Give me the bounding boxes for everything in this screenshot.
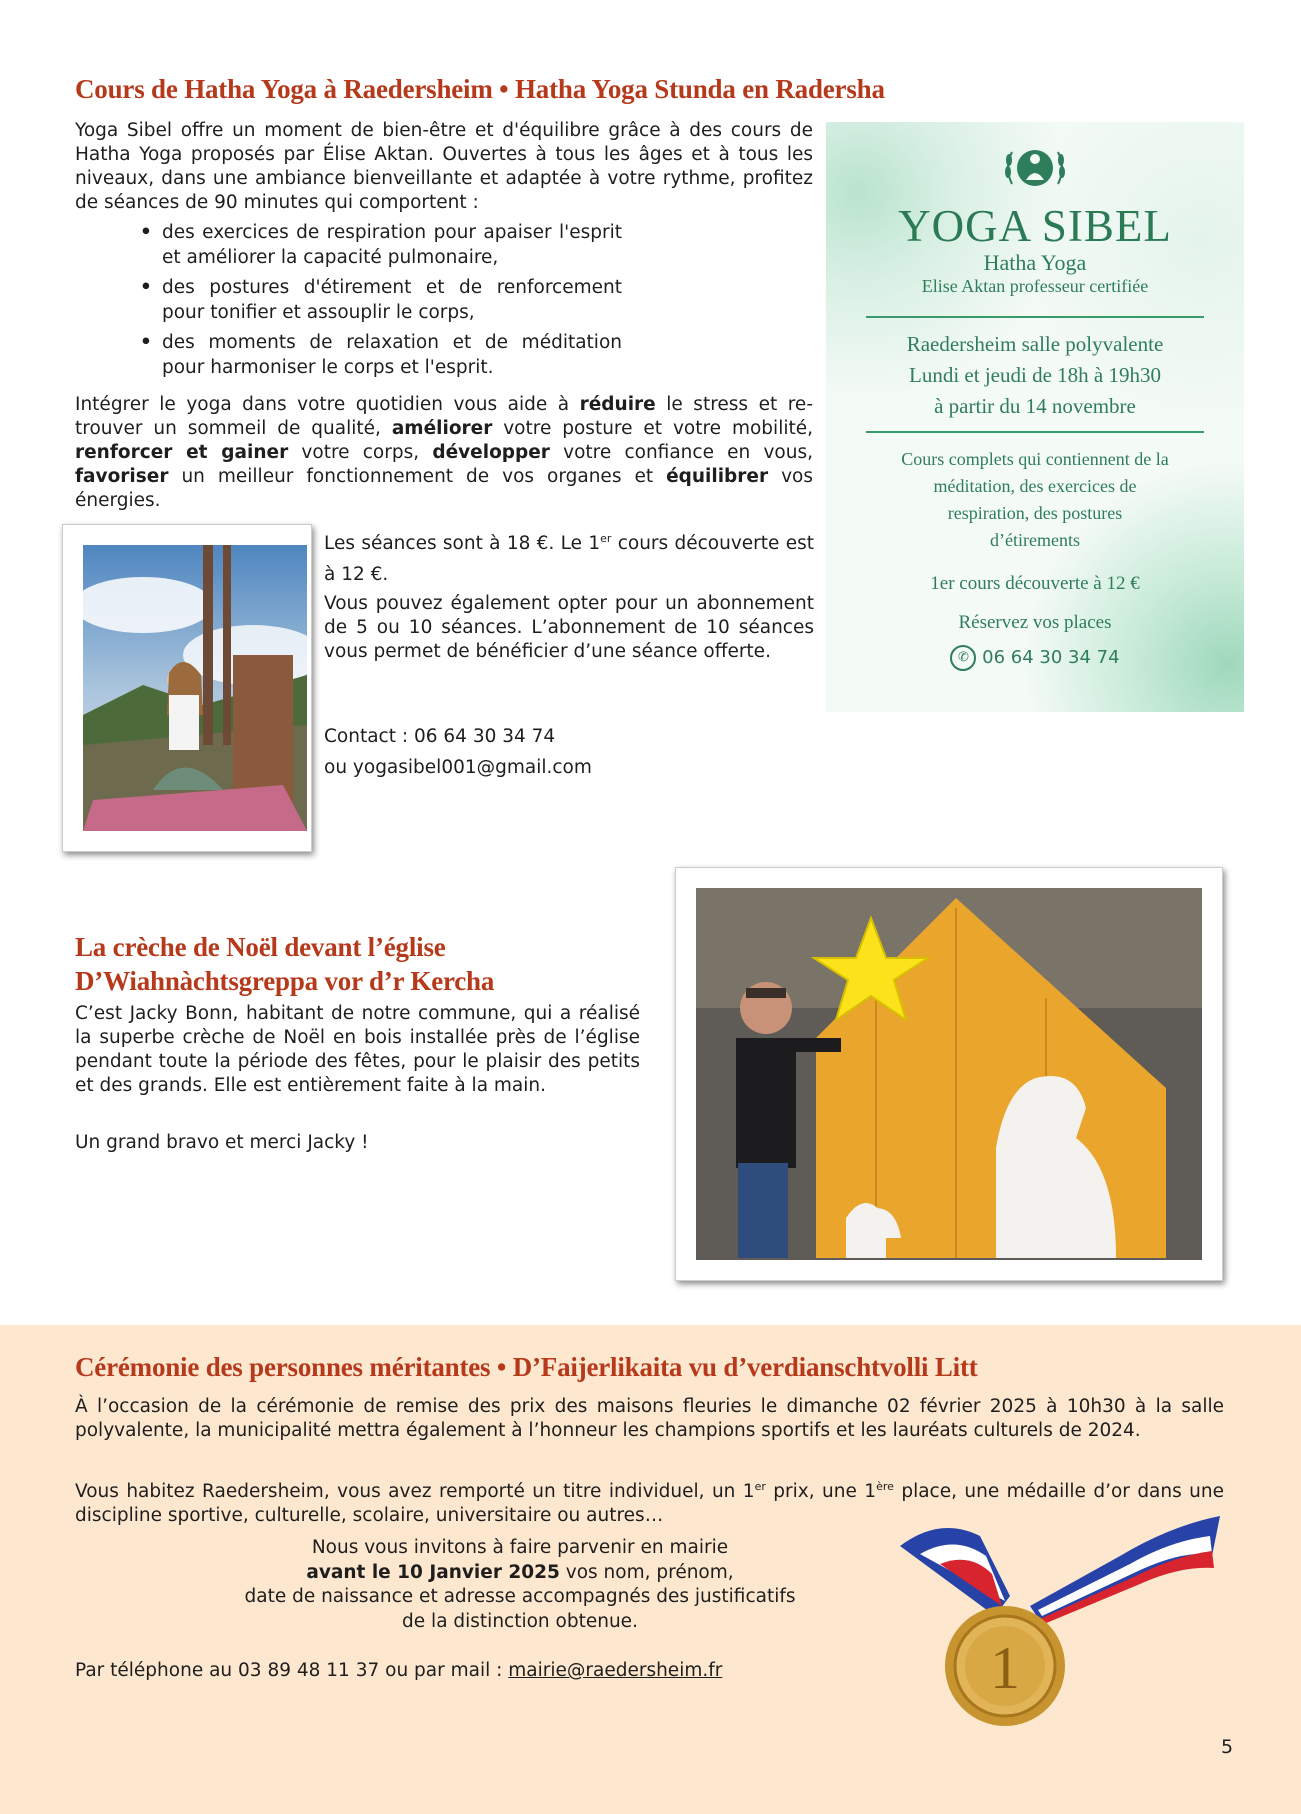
poster-place: Raedersheim salle polyvalente (906, 332, 1164, 356)
creche-photo (696, 888, 1202, 1260)
yoga-title: Cours de Hatha Yoga à Raedersheim • Hatha Yoga Stunda en Radersha (75, 74, 885, 104)
medal-icon (900, 1506, 1220, 1746)
ceremonie-line: avant le 10 Janvier 2025 vos nom, prénom, (306, 1561, 734, 1583)
yoga-logo-icon (1000, 138, 1070, 200)
creche-thanks: Un grand bravo et merci Jacky ! (75, 1132, 369, 1153)
yoga-bullet-list (140, 220, 622, 385)
mairie-email-link[interactable]: mairie@raedersheim.fr (508, 1660, 723, 1681)
poster-desc: méditation, des exercices de (933, 476, 1137, 496)
yoga-subscription: Vous pouvez également opter pour un abonnement de 5 ou 10 séances. L’abonnement de 10 séances vous permet de bénéficier d’une séance offerte. (324, 593, 814, 662)
phone-icon: ✆ (950, 645, 976, 671)
poster-phone: 06 64 30 34 74 (982, 647, 1120, 668)
ceremonie-paragraph-2: Vous habitez Raedersheim, vous avez remporté un titre individuel, un 1er prix, une 1ère place, une médaille d’or dans une discipline sportive, culturelle, scolaire, universitaire ou autres… (75, 1479, 1225, 1526)
yoga-sibel-poster (826, 122, 1244, 712)
ceremonie-contact: Par téléphone au 03 89 48 11 37 ou par mail : mairie@raedersheim.fr (75, 1660, 723, 1681)
ceremonie-line: Nous vous invitons à faire parvenir en mairie (311, 1537, 729, 1558)
yoga-contact-phone: Contact : 06 64 30 34 74 (324, 726, 556, 747)
list-item: • des moments de relaxation et de méditation pour harmoniser le corps et l'esprit. (140, 330, 622, 380)
list-item: • des postures d'étirement et de renforcement pour tonifier et assouplir le corps, (140, 275, 622, 325)
poster-desc: d’étirements (990, 530, 1080, 550)
creche-title: La crèche de Noël devant l’église D’Wiahnàchtsgreppa vor d’r Kercha (75, 932, 495, 996)
ceremonie-instructions (130, 1536, 910, 1634)
yoga-price: Les séances sont à 18 €. Le 1er cours découverte est à 12 €. (324, 531, 814, 585)
list-item: • des exercices de respiration pour apaiser l'esprit et améliorer la capacité pulmonaire, (140, 220, 622, 270)
ceremonie-line: de la distinction obtenue. (402, 1610, 638, 1632)
poster-brand: YOGA SIBEL (898, 201, 1172, 251)
poster-schedule: Lundi et jeudi de 18h à 19h30 (909, 363, 1161, 387)
poster-desc: respiration, des postures (947, 503, 1123, 523)
creche-photo-frame (675, 867, 1223, 1281)
poster-teacher: Elise Aktan professeur certifiée (921, 276, 1149, 296)
yoga-intro: Yoga Sibel offre un moment de bien-être et d'équilibre grâce à des cours de Hatha Yoga proposés par Élise Aktan. Ouvertes à tous les âges et à tous les niveaux, dans une ambiance bienveillante et adaptée à votre rythme, profitez de séances de 90 minutes qui comportent : (75, 120, 813, 213)
medal-number: 1 (990, 1635, 1020, 1701)
poster-start: à partir du 14 novembre (934, 394, 1136, 418)
poster-subtitle: Hatha Yoga (983, 250, 1087, 275)
poster-phone-row (826, 645, 1244, 671)
yoga-photo-frame (62, 524, 312, 852)
poster-reserve: Réservez vos places (958, 612, 1112, 633)
page-number: 5 (1221, 1736, 1234, 1758)
yoga-benefits: Intégrer le yoga dans votre quotidien vous aide à réduire le stress et retrouver un sommeil de qualité, améliorer votre posture et votre mobilité, renforcer et gainer votre corps, développer votre confiance en vous, favoriser un meilleur fonctionnement de vos organes et équilibrer vos énergies. (75, 394, 814, 511)
poster-desc: Cours complets qui contiennent de la (901, 449, 1169, 469)
ceremonie-title: Cérémonie des personnes méritantes • D’Faijerlikaita vu d’verdianschtvolli Litt (75, 1352, 978, 1382)
ceremonie-line: date de naissance et adresse accompagnés des justificatifs (244, 1586, 796, 1607)
poster-divider (866, 431, 1204, 433)
yoga-photo (83, 545, 307, 831)
poster-offer: 1er cours découverte à 12 € (930, 573, 1140, 594)
ceremonie-paragraph-1: À l’occasion de la cérémonie de remise des prix des maisons fleuries le dimanche 02 février 2025 à 10h30 à la salle polyvalente, la municipalité mettra également à l’honneur les champions sportifs et les lauréats culturels de 2024. (75, 1396, 1224, 1441)
yoga-contact-email[interactable]: ou yogasibel001@gmail.com (324, 757, 592, 778)
creche-text: C’est Jacky Bonn, habitant de notre commune, qui a réalisé la superbe crèche de Noël en bois installée près de l’église pendant toute la période des fêtes, pour le plaisir des petits et des grands. Elle est entièrement faite à la main. (75, 1003, 640, 1096)
poster-divider (866, 316, 1204, 318)
